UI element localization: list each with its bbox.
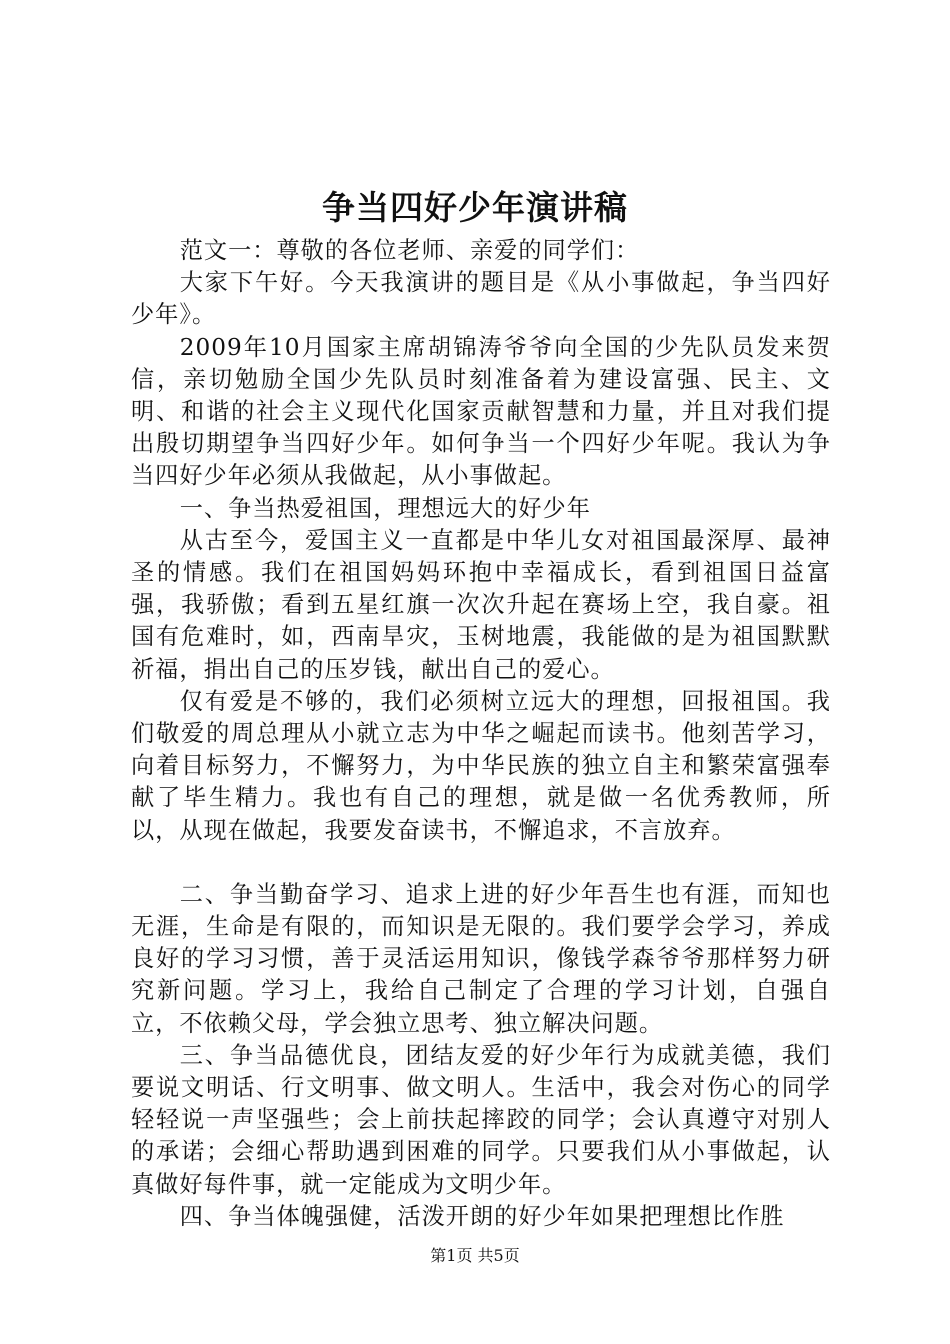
page-footer: 第1页 共5页	[430, 1246, 520, 1265]
paragraph-patriotism: 从古至今，爱国主义一直都是中华儿女对祖国最深厚、最神圣的情感。我们在祖国妈妈环抱中幸福成长，看到祖国日益富强，我骄傲；看到五星红旗一次次升起在赛场上空，我自豪。祖国有危难时，如，西南旱灾，玉树地震，我能做的是为祖国默默祈福，捐出自己的压岁钱，献出自己的爱心。	[131, 526, 831, 683]
paragraph-salutation: 范文一：尊敬的各位老师、亲爱的同学们：	[179, 237, 640, 264]
paragraph-greeting: 大家下午好。今天我演讲的题目是《从小事做起，争当四好少年》。	[131, 269, 831, 329]
section-heading-1: 一、争当热爱祖国，理想远大的好少年	[179, 494, 591, 522]
document-body	[131, 235, 831, 1233]
paragraph-study: 二、争当勤奋学习、追求上进的好少年吾生也有涯，而知也无涯，生命是有限的，而知识是无限的。我们要学会学习，养成良好的学习习惯，善于灵活运用知识，像钱学森爷爷那样努力研究新问题。学习上，我给自己制定了合理的学习计划，自强自立，不依赖父母，学会独立思考、独立解决问题。	[131, 880, 831, 1037]
document-title: 争当四好少年演讲稿	[322, 188, 628, 227]
paragraph-fitness: 四、争当体魄强健，活泼开朗的好少年如果把理想比作胜	[179, 1202, 785, 1230]
paragraph-morality: 三、争当品德优良，团结友爱的好少年行为成就美德，我们要说文明话、行文明事、做文明人。生活中，我会对伤心的同学轻轻说一声坚强些；会上前扶起摔跤的同学；会认真遵守对别人的承诺；会细心帮助遇到困难的同学。只要我们从小事做起，认真做好每件事，就一定能成为文明少年。	[131, 1041, 831, 1198]
paragraph-intro: 2009年10月国家主席胡锦涛爷爷向全国的少先队员发来贺信，亲切勉励全国少先队员时刻准备着为建设富强、民主、文明、和谐的社会主义现代化国家贡献智慧和力量，并且对我们提出殷切期望争当四好少年。如何争当一个四好少年呢。我认为争当四好少年必须从我做起，从小事做起。	[131, 333, 831, 490]
paragraph-ideals: 仅有爱是不够的，我们必须树立远大的理想，回报祖国。我们敬爱的周总理从小就立志为中华之崛起而读书。他刻苦学习，向着目标努力，不懈努力，为中华民族的独立自主和繁荣富强奉献了毕生精力。我也有自己的理想，就是做一名优秀教师，所以，从现在做起，我要发奋读书，不懈追求，不言放弃。	[131, 687, 831, 844]
